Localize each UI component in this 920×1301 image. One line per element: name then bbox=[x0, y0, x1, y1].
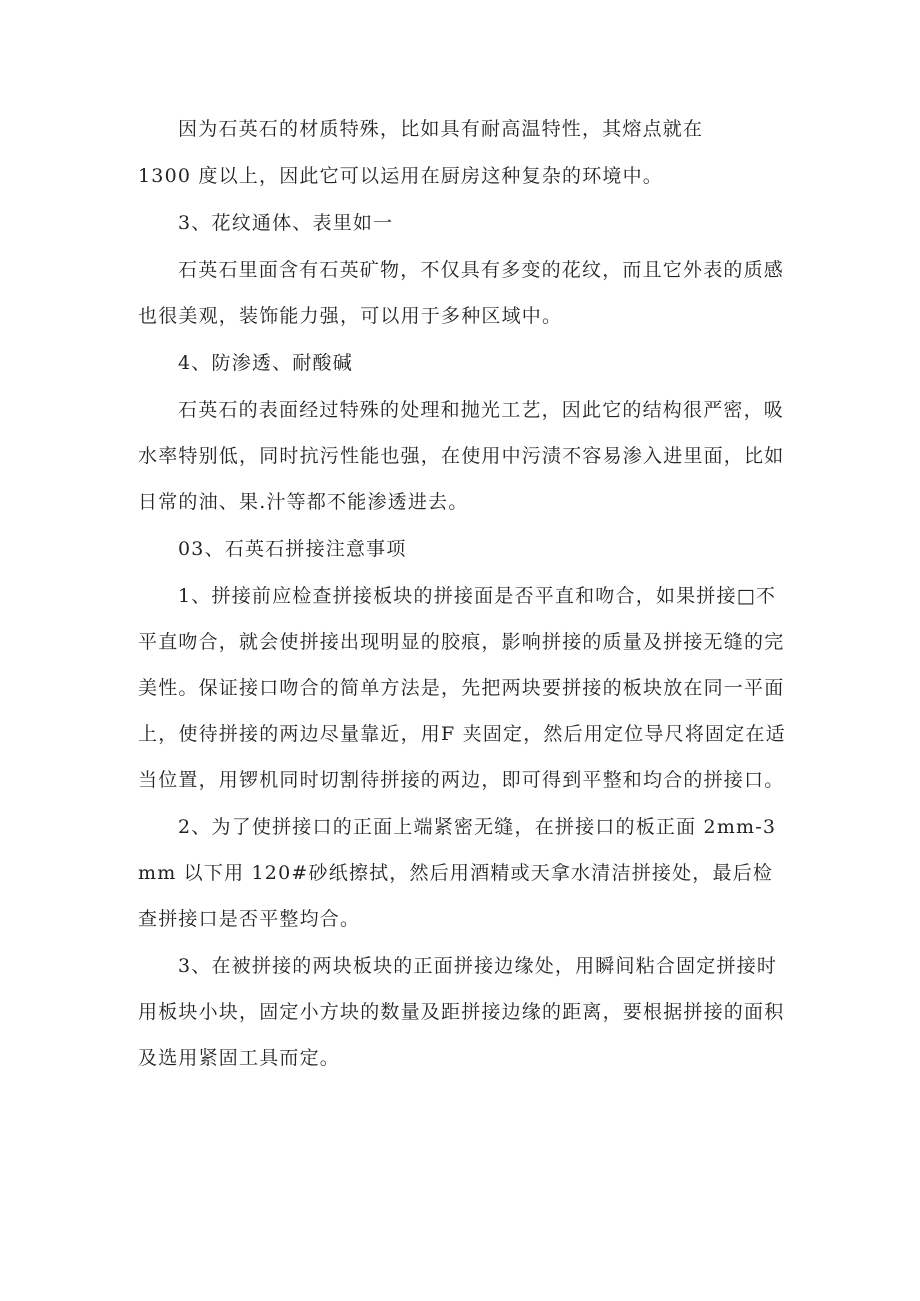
paragraph-1: 因为石英石的材质特殊，比如具有耐高温特性，其熔点就在 bbox=[178, 118, 704, 140]
document-body bbox=[138, 106, 788, 1082]
heading-3: 3、花纹通体、表里如一 bbox=[178, 212, 394, 234]
heading-4: 4、防渗透、耐酸碱 bbox=[178, 352, 353, 374]
paragraph-6: 2、为了使拼接口的正面上端紧密无缝，在拼接口的板正面 2mm-3mm 以下用 120#砂纸擦拭，然后用酒精或天拿水清洁拼接处，最后检查拼接口是否平整均合。 bbox=[138, 816, 777, 930]
paragraph-7: 3、在被拼接的两块板块的正面拼接边缘处，用瞬间粘合固定拼接时用板块小块，固定小方块的数量及距拼接边缘的距离，要根据拼接的面积及选用紧固工具而定。 bbox=[138, 955, 785, 1069]
paragraph-3: 石英石里面含有石英矿物，不仅具有多变的花纹，而且它外表的质感也很美观，装饰能力强，可以用于多种区域中。 bbox=[138, 259, 785, 327]
paragraph-5: 1、拼接前应检查拼接板块的拼接面是否平直和吻合，如果拼接□不平直吻合，就会使拼接出现明显的胶痕，影响拼接的质量及拼接无缝的完美性。保证接口吻合的简单方法是，先把两块要拼接的板块放在同一平面上，使待拼接的两边尽量靠近，用F 夹固定，然后用定位导尺将固定在适当位置，用锣机同时切割待拼接的两边，即可得到平整和均合的拼接口。 bbox=[138, 585, 786, 791]
paragraph-4: 石英石的表面经过特殊的处理和抛光工艺，因此它的结构很严密，吸水率特别低，同时抗污性能也强，在使用中污渍不容易渗入进里面，比如日常的油、果.汁等都不能渗透进去。 bbox=[138, 399, 785, 513]
section-heading-03: 03、石英石拼接注意事项 bbox=[178, 538, 407, 560]
paragraph-2: 1300 度以上，因此它可以运用在厨房这种复杂的环境中。 bbox=[138, 165, 663, 187]
